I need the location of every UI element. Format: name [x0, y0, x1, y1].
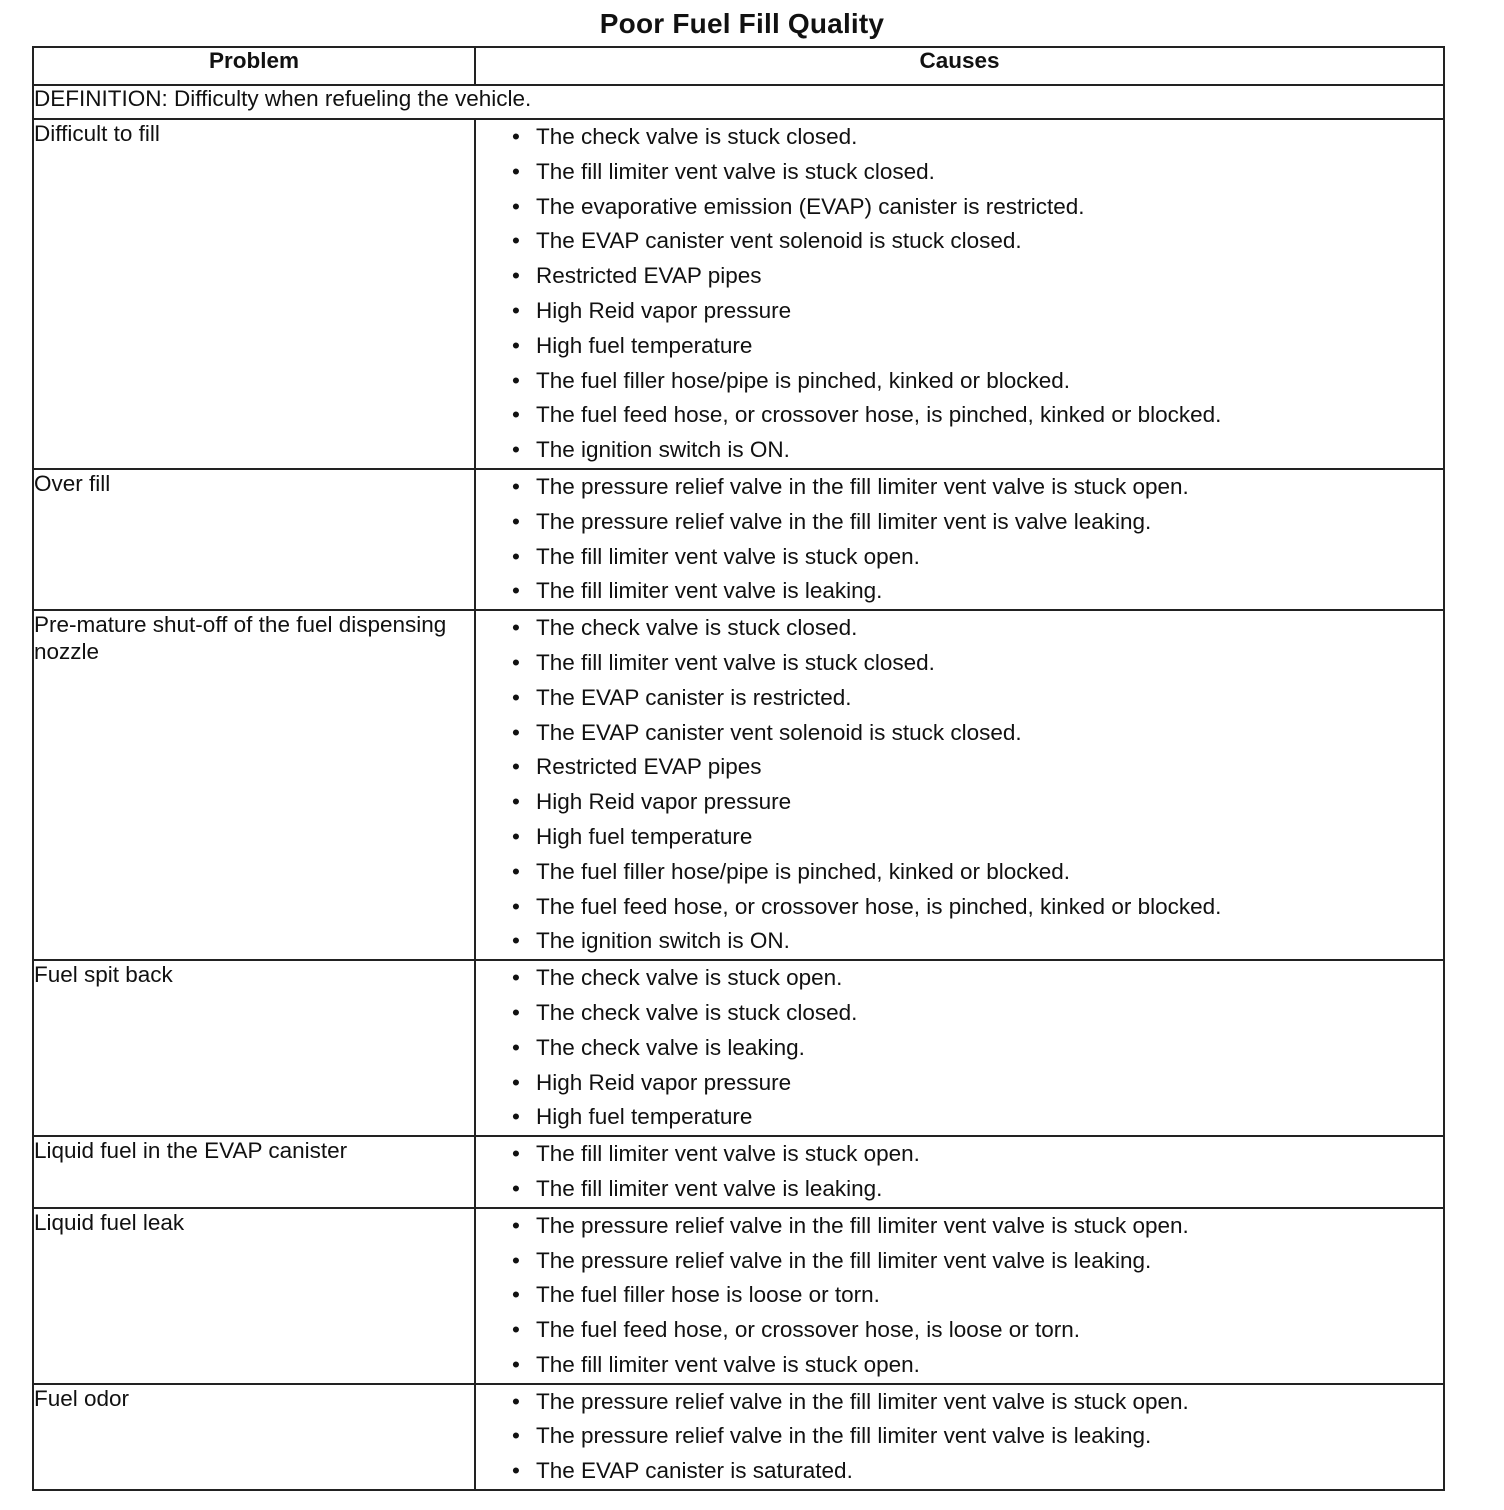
- problem-column-header: Problem: [33, 47, 475, 85]
- cause-item: • The ignition switch is ON.: [476, 924, 1443, 959]
- table-row: [33, 960, 1444, 1136]
- problem-cell: Fuel spit back: [33, 960, 475, 1136]
- problem-cell: Liquid fuel leak: [33, 1208, 475, 1384]
- cause-item: • Restricted EVAP pipes: [476, 259, 1443, 294]
- cause-item: • Restricted EVAP pipes: [476, 750, 1443, 785]
- cause-item: • High fuel temperature: [476, 329, 1443, 364]
- causes-list: [476, 1137, 1443, 1207]
- cause-item: • The fill limiter vent valve is stuck open.: [476, 540, 1443, 575]
- cause-item: • The fill limiter vent valve is stuck closed.: [476, 155, 1443, 190]
- cause-item: • The evaporative emission (EVAP) canister is restricted.: [476, 190, 1443, 225]
- header-row: [33, 47, 1444, 85]
- cause-item: • The check valve is stuck closed.: [476, 611, 1443, 646]
- cause-item: • The fuel feed hose, or crossover hose, is pinched, kinked or blocked.: [476, 398, 1443, 433]
- causes-cell: [475, 960, 1444, 1136]
- causes-list: [476, 120, 1443, 468]
- causes-column-header: Causes: [475, 47, 1444, 85]
- problem-cell: Difficult to fill: [33, 119, 475, 469]
- cause-item: • The fuel filler hose/pipe is pinched, kinked or blocked.: [476, 364, 1443, 399]
- fuel-fill-table: [32, 46, 1445, 1491]
- table-row: [33, 469, 1444, 610]
- cause-item: • The check valve is stuck closed.: [476, 120, 1443, 155]
- causes-list: [476, 1209, 1443, 1383]
- cause-item: • The EVAP canister vent solenoid is stuck closed.: [476, 716, 1443, 751]
- definition-row: [33, 85, 1444, 119]
- cause-item: • The pressure relief valve in the fill limiter vent valve is stuck open.: [476, 1385, 1443, 1420]
- cause-item: • The check valve is leaking.: [476, 1031, 1443, 1066]
- cause-item: • High Reid vapor pressure: [476, 294, 1443, 329]
- table-row: [33, 1136, 1444, 1208]
- causes-list: [476, 961, 1443, 1135]
- cause-item: • The pressure relief valve in the fill limiter vent is valve leaking.: [476, 505, 1443, 540]
- cause-item: • The fuel filler hose/pipe is pinched, kinked or blocked.: [476, 855, 1443, 890]
- problem-cell: Pre-mature shut-off of the fuel dispensing nozzle: [33, 610, 475, 960]
- cause-item: • The pressure relief valve in the fill limiter vent valve is leaking.: [476, 1244, 1443, 1279]
- causes-cell: [475, 1208, 1444, 1384]
- problem-cell: Liquid fuel in the EVAP canister: [33, 1136, 475, 1208]
- cause-item: • High Reid vapor pressure: [476, 1066, 1443, 1101]
- cause-item: • High Reid vapor pressure: [476, 785, 1443, 820]
- causes-cell: [475, 119, 1444, 469]
- cause-item: • The EVAP canister is restricted.: [476, 681, 1443, 716]
- cause-item: • The fuel filler hose is loose or torn.: [476, 1278, 1443, 1313]
- cause-item: • The fill limiter vent valve is leaking.: [476, 574, 1443, 609]
- cause-item: • The pressure relief valve in the fill limiter vent valve is leaking.: [476, 1419, 1443, 1454]
- causes-list: [476, 611, 1443, 959]
- cause-item: • High fuel temperature: [476, 820, 1443, 855]
- table-row: [33, 1208, 1444, 1384]
- causes-cell: [475, 610, 1444, 960]
- problem-cell: Over fill: [33, 469, 475, 610]
- table-row: [33, 119, 1444, 469]
- cause-item: • The fuel feed hose, or crossover hose, is pinched, kinked or blocked.: [476, 890, 1443, 925]
- page-title: Poor Fuel Fill Quality: [599, 8, 885, 39]
- cause-item: • The fill limiter vent valve is stuck closed.: [476, 646, 1443, 681]
- problem-cell: Fuel odor: [33, 1384, 475, 1490]
- causes-cell: [475, 1384, 1444, 1490]
- table-row: [33, 610, 1444, 960]
- cause-item: • The check valve is stuck open.: [476, 961, 1443, 996]
- table-row: [33, 1384, 1444, 1490]
- causes-list: [476, 1385, 1443, 1489]
- causes-cell: [475, 1136, 1444, 1208]
- cause-item: • The EVAP canister is saturated.: [476, 1454, 1443, 1489]
- definition-text: DEFINITION: Difficulty when refueling the vehicle.: [33, 85, 1444, 119]
- cause-item: • The fill limiter vent valve is stuck open.: [476, 1348, 1443, 1383]
- cause-item: • The fill limiter vent valve is leaking.: [476, 1172, 1443, 1207]
- cause-item: • The pressure relief valve in the fill limiter vent valve is stuck open.: [476, 470, 1443, 505]
- cause-item: • The pressure relief valve in the fill limiter vent valve is stuck open.: [476, 1209, 1443, 1244]
- cause-item: • The ignition switch is ON.: [476, 433, 1443, 468]
- causes-cell: [475, 469, 1444, 610]
- cause-item: • The fill limiter vent valve is stuck open.: [476, 1137, 1443, 1172]
- cause-item: • The EVAP canister vent solenoid is stuck closed.: [476, 224, 1443, 259]
- cause-item: • High fuel temperature: [476, 1100, 1443, 1135]
- causes-list: [476, 470, 1443, 609]
- cause-item: • The check valve is stuck closed.: [476, 996, 1443, 1031]
- cause-item: • The fuel feed hose, or crossover hose, is loose or torn.: [476, 1313, 1443, 1348]
